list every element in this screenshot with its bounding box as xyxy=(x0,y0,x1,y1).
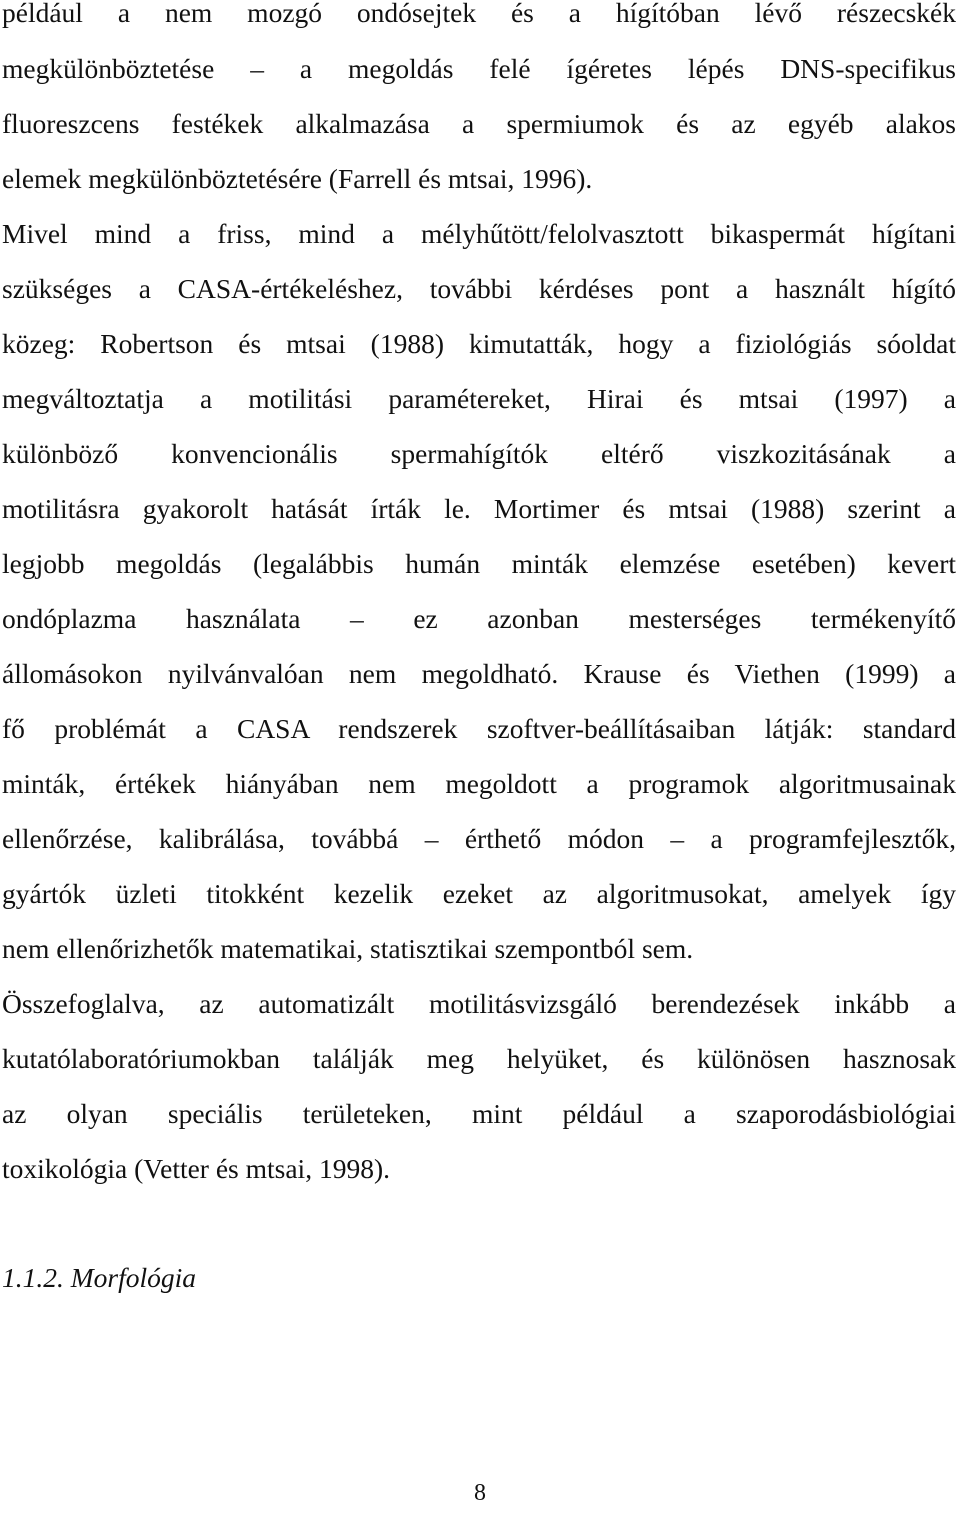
page-number: 8 xyxy=(474,1480,486,1506)
text-line: toxikológia (Vetter és mtsai, 1998). xyxy=(2,1153,390,1184)
text-line: kutatólaboratóriumokban találják meg helyüket, és különösen hasznosak xyxy=(2,1043,956,1074)
text-line: nem ellenőrizhetők matematikai, statisztikai szempontból sem. xyxy=(2,933,694,964)
text-line: motilitásra gyakorolt hatását írták le. Mortimer és mtsai (1988) szerint a xyxy=(2,493,956,524)
text-line: fluoreszcens festékek alkalmazása a spermiumok és az egyéb alakos xyxy=(2,108,956,139)
text-line: ellenőrzése, kalibrálása, továbbá – érthető módon – a programfejlesztők, xyxy=(2,823,956,854)
text-line: gyártók üzleti titokként kezelik ezeket az algoritmusokat, amelyek így xyxy=(2,878,956,909)
text-line: például a nem mozgó ondósejtek és a hígítóban lévő részecskék xyxy=(2,0,956,28)
text-line: közeg: Robertson és mtsai (1988) kimutatták, hogy a fiziológiás sóoldat xyxy=(2,328,956,359)
text-line: Mivel mind a friss, mind a mélyhűtött/felolvasztott bikaspermát hígítani xyxy=(2,218,956,249)
text-line: ondóplazma használata – ez azonban mesterséges termékenyítő xyxy=(2,603,956,634)
text-line: az olyan speciális területeken, mint például a szaporodásbiológiai xyxy=(2,1098,956,1129)
text-line: szükséges a CASA-értékeléshez, további kérdéses pont a használt hígító xyxy=(2,273,956,304)
text-line: megváltoztatja a motilitási paramétereket, Hirai és mtsai (1997) a xyxy=(2,383,956,414)
text-line: állomásokon nyilvánvalóan nem megoldható. Krause és Viethen (1999) a xyxy=(2,658,956,689)
text-line: elemek megkülönböztetésére (Farrell és mtsai, 1996). xyxy=(2,163,593,194)
text-line: Összefoglalva, az automatizált motilitásvizsgáló berendezések inkább a xyxy=(2,988,956,1019)
text-line: fő problémát a CASA rendszerek szoftver-beállításaiban látják: standard xyxy=(2,713,956,744)
text-line: megkülönböztetése – a megoldás felé ígéretes lépés DNS-specifikus xyxy=(2,53,956,84)
text-line: különböző konvencionális spermahígítók eltérő viszkozitásának a xyxy=(2,438,956,469)
text-line: minták, értékek hiányában nem megoldott a programok algoritmusainak xyxy=(2,768,956,799)
text-line: legjobb megoldás (legalábbis humán minták elemzése esetében) kevert xyxy=(2,548,956,579)
section-heading: 1.1.2. Morfológia xyxy=(2,1262,197,1293)
